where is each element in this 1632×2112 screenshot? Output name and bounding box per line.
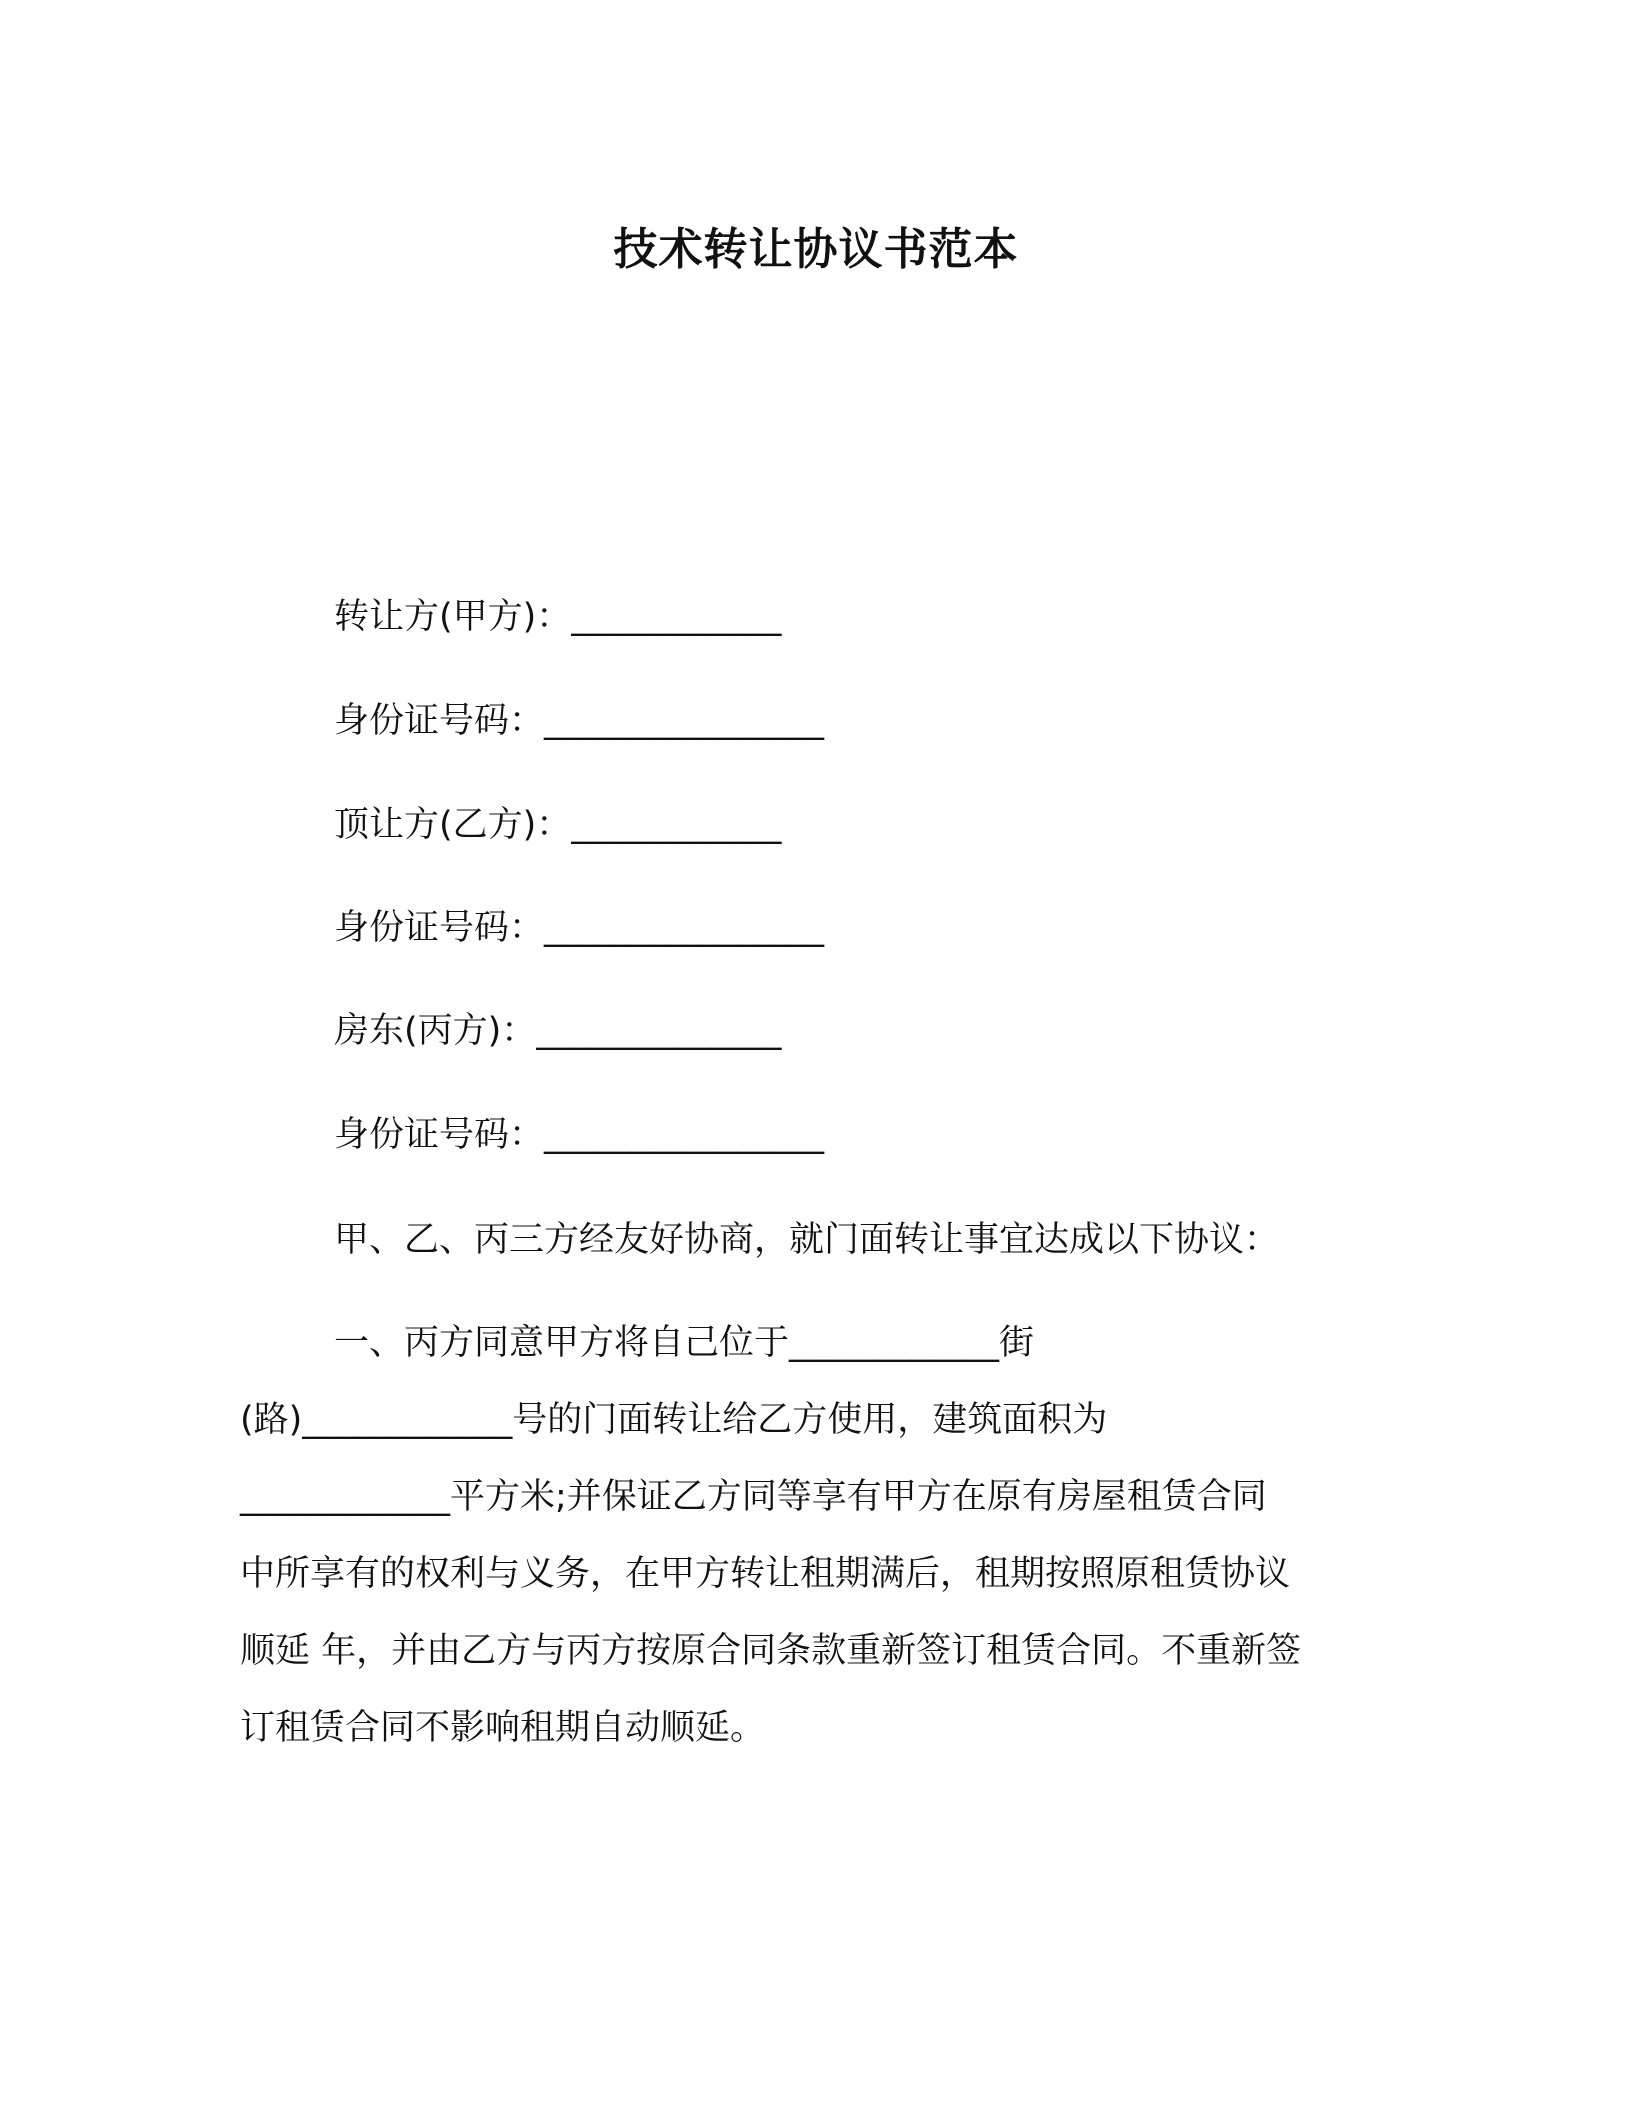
transferor-id-blank[interactable]: ________________ (544, 701, 825, 741)
landlord-field (334, 1006, 781, 1056)
landlord-label: 房东(丙方)： (334, 1011, 537, 1051)
transferor-id-label: 身份证号码： (334, 701, 545, 741)
agreement-intro: 甲、乙、丙三方经友好协商，就门面转让事宜达成以下协议： (334, 1220, 1280, 1260)
landlord-blank[interactable]: ______________ (536, 1011, 782, 1051)
transferee-id-field (334, 903, 824, 953)
landlord-id-field (334, 1110, 824, 1160)
clause-1-line: 中所享有的权利与义务，在甲方转让租期满后，租期按照原租赁协议 (240, 1554, 1291, 1594)
clause-1-line: (路)____________号的门面转让给乙方使用，建筑面积为 (240, 1400, 1108, 1440)
transferee-blank[interactable]: ____________ (571, 805, 782, 845)
transferee-field (334, 800, 781, 850)
document-title: 技术转让协议书范本 (613, 224, 1019, 275)
transferor-field (334, 592, 781, 642)
transferee-id-label: 身份证号码： (334, 908, 545, 948)
clause-1-line: ____________平方米;并保证乙方同等享有甲方在原有房屋租赁合同 (240, 1477, 1267, 1517)
transferee-label: 顶让方(乙方)： (334, 805, 572, 845)
landlord-id-label: 身份证号码： (334, 1115, 545, 1155)
transferor-id-field (334, 696, 824, 746)
transferee-id-blank[interactable]: ________________ (544, 908, 825, 948)
clause-1-line: 订租赁合同不影响租期自动顺延。 (240, 1708, 766, 1748)
transferor-blank[interactable]: ____________ (571, 597, 782, 637)
landlord-id-blank[interactable]: ________________ (544, 1115, 825, 1155)
clause-1-line: 一、丙方同意甲方将自己位于____________街 (334, 1323, 1035, 1363)
transferor-label: 转让方(甲方)： (334, 597, 572, 637)
clause-1-line: 顺延 年，并由乙方与丙方按原合同条款重新签订租赁合同。不重新签 (240, 1631, 1302, 1671)
